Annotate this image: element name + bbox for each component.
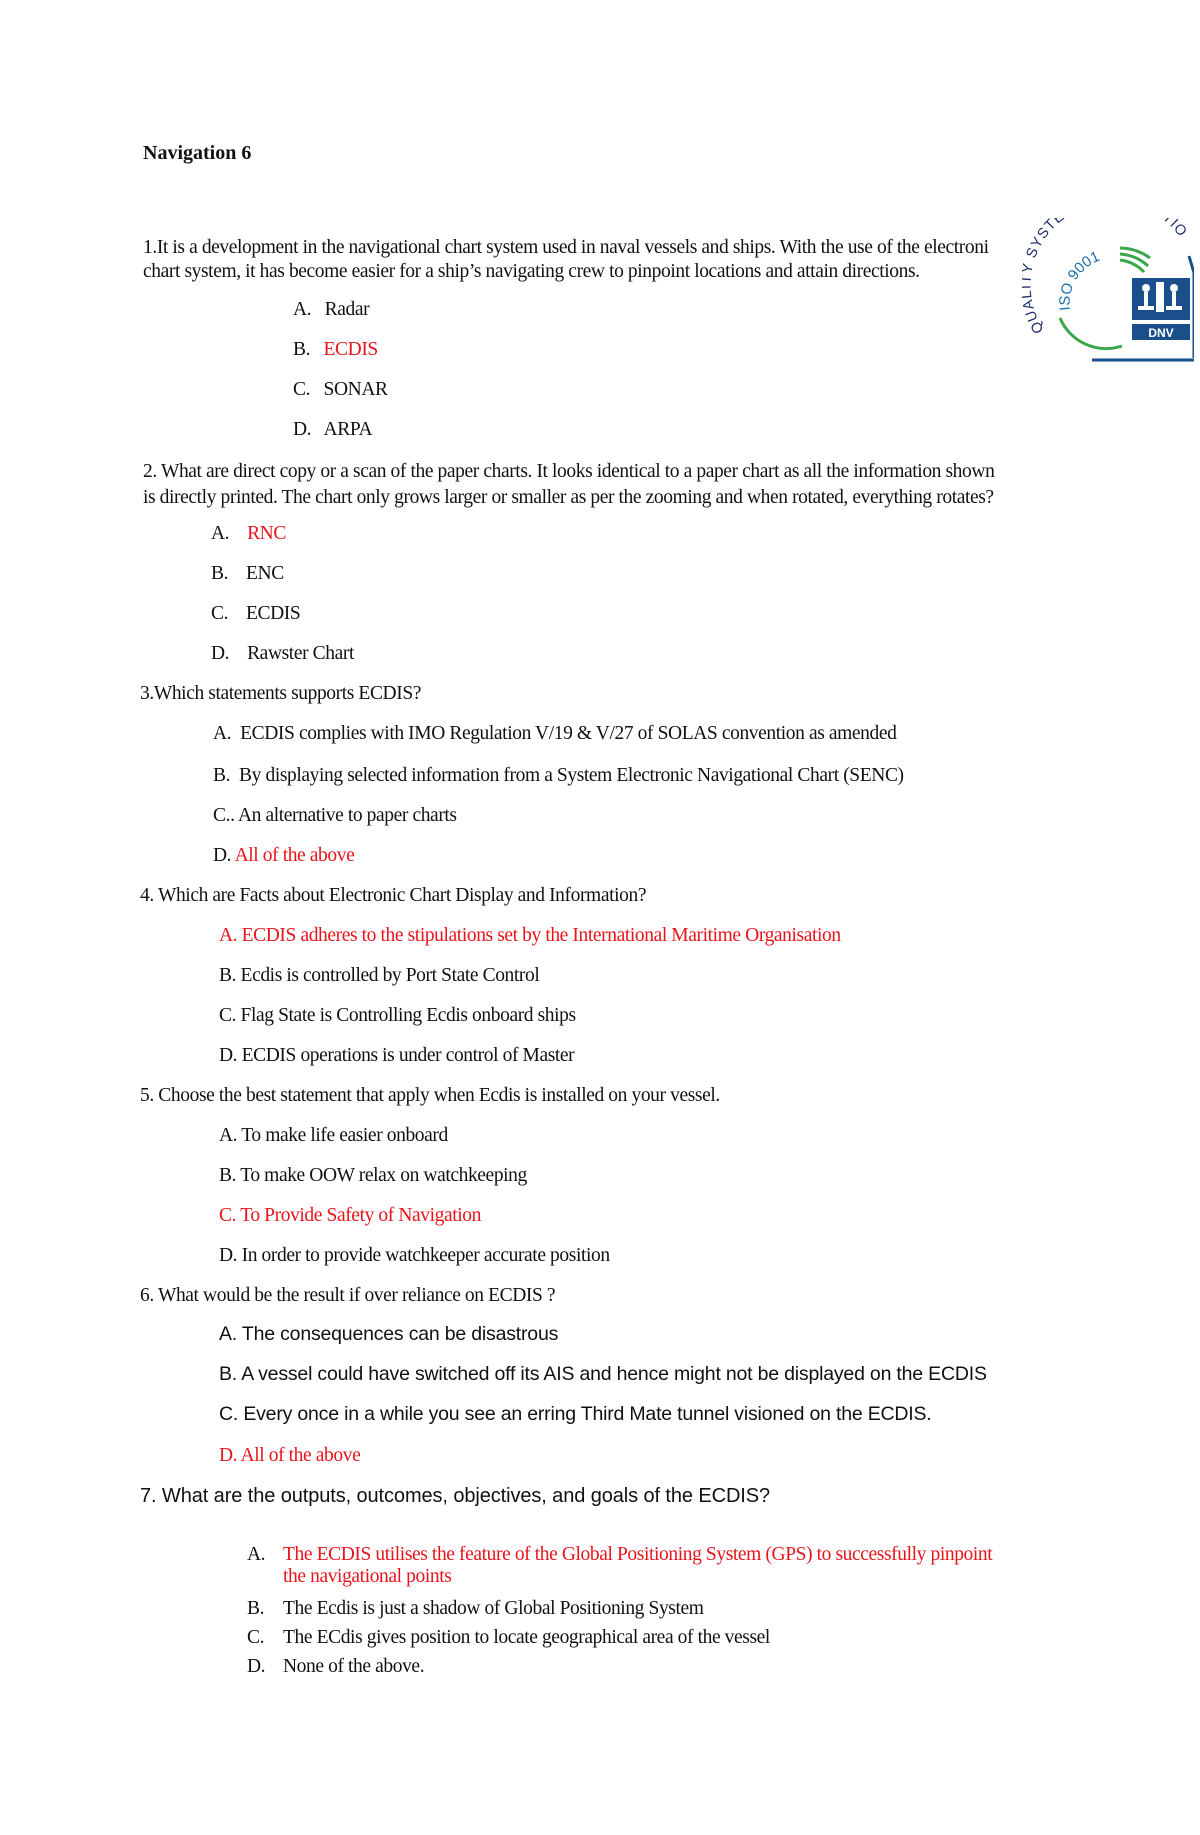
q7-option-d-text: None of the above. [283,1656,425,1677]
q7-option-c-text: The ECdis gives position to locate geographical area of the vessel [283,1627,770,1648]
q2-option-c: C. ECDIS [211,603,301,624]
question-1-line-1: 1.It is a development in the navigational chart system used in naval vessels and ships. With the use of the electroni [143,237,989,258]
q1-option-c: C. SONAR [293,379,388,400]
question-7-text: 7. What are the outputs, outcomes, objectives, and goals of the ECDIS? [140,1485,771,1507]
q3-option-b: B. By displaying selected information from a System Electronic Navigational Chart (SENC) [213,765,904,786]
q3-option-d: D. All of the above [213,845,355,866]
q1-option-a: A. Radar [293,299,370,320]
question-3-text: 3.Which statements supports ECDIS? [140,683,422,704]
q5-option-b: B. To make OOW relax on watchkeeping [219,1165,527,1186]
q7-option-b: B. [247,1598,265,1619]
q5-option-c: C. To Provide Safety of Navigation [219,1205,481,1226]
q4-option-d: D. ECDIS operations is under control of Master [219,1045,575,1066]
question-2-line-1: 2. What are direct copy or a scan of the paper charts. It looks identical to a paper chart as all the information shown [143,461,995,482]
question-2-line-2: is directly printed. The chart only grows larger or smaller as per the zooming and when rotated, everything rotates? [143,487,994,508]
q3-option-c: C.. An alternative to paper charts [213,805,457,826]
q4-option-b: B. Ecdis is controlled by Port State Control [219,965,540,986]
logo-brand-text: DNV [1148,326,1174,340]
q7-option-a-line-2: the navigational points [283,1566,452,1587]
q5-option-d: D. In order to provide watchkeeper accurate position [219,1245,610,1266]
question-2-text [143,459,1143,511]
q1-option-b: B. ECDIS [293,339,378,360]
q7-option-c: C. [247,1627,265,1648]
q7-option-b-text: The Ecdis is just a shadow of Global Positioning System [283,1598,704,1619]
q6-option-c: C. Every once in a while you see an erring Third Mate tunnel visioned on the ECDIS. [219,1403,932,1425]
q3-option-a: A. ECDIS complies with IMO Regulation V/19 & V/27 of SOLAS convention as amended [213,723,897,744]
question-6-text: 6. What would be the result if over reliance on ECDIS ? [140,1285,556,1306]
q4-option-c: C. Flag State is Controlling Ecdis onboard ships [219,1005,576,1026]
q2-option-a: A. RNC [211,523,286,544]
q6-option-d: D. All of the above [219,1445,361,1466]
question-5-text: 5. Choose the best statement that apply when Ecdis is installed on your vessel. [140,1085,720,1106]
q2-option-d: D. Rawster Chart [211,643,354,664]
question-1-text [143,236,1173,284]
logo-iso-text: ISO 9001 [1056,247,1103,312]
logo-arc-text: QU SYST TIO [1022,218,1191,337]
q7-option-a: A. [247,1544,266,1565]
q4-option-a: A. ECDIS adheres to the stipulations set by the International Maritime Organisation [219,925,841,946]
q5-option-a: A. To make life easier onboard [219,1125,448,1146]
question-1-line-2: chart system, it has become easier for a ship’s navigating crew to pinpoint locations and attain directions. [143,261,920,282]
page-title: Navigation 6 [143,142,252,164]
q2-option-b: B. ENC [211,563,284,584]
q7-option-a-text [283,1544,992,1588]
q6-option-b: B. A vessel could have switched off its AIS and hence might not be displayed on the ECDIS [219,1363,987,1385]
q7-option-d: D. [247,1656,266,1677]
question-4-text: 4. Which are Facts about Electronic Chart Display and Information? [140,885,647,906]
q7-option-a-line-1: The ECDIS utilises the feature of the Global Positioning System (GPS) to successfully pinpoint [283,1544,993,1565]
q1-option-d: D. ARPA [293,419,373,440]
q6-option-a: A. The consequences can be disastrous [219,1323,559,1345]
